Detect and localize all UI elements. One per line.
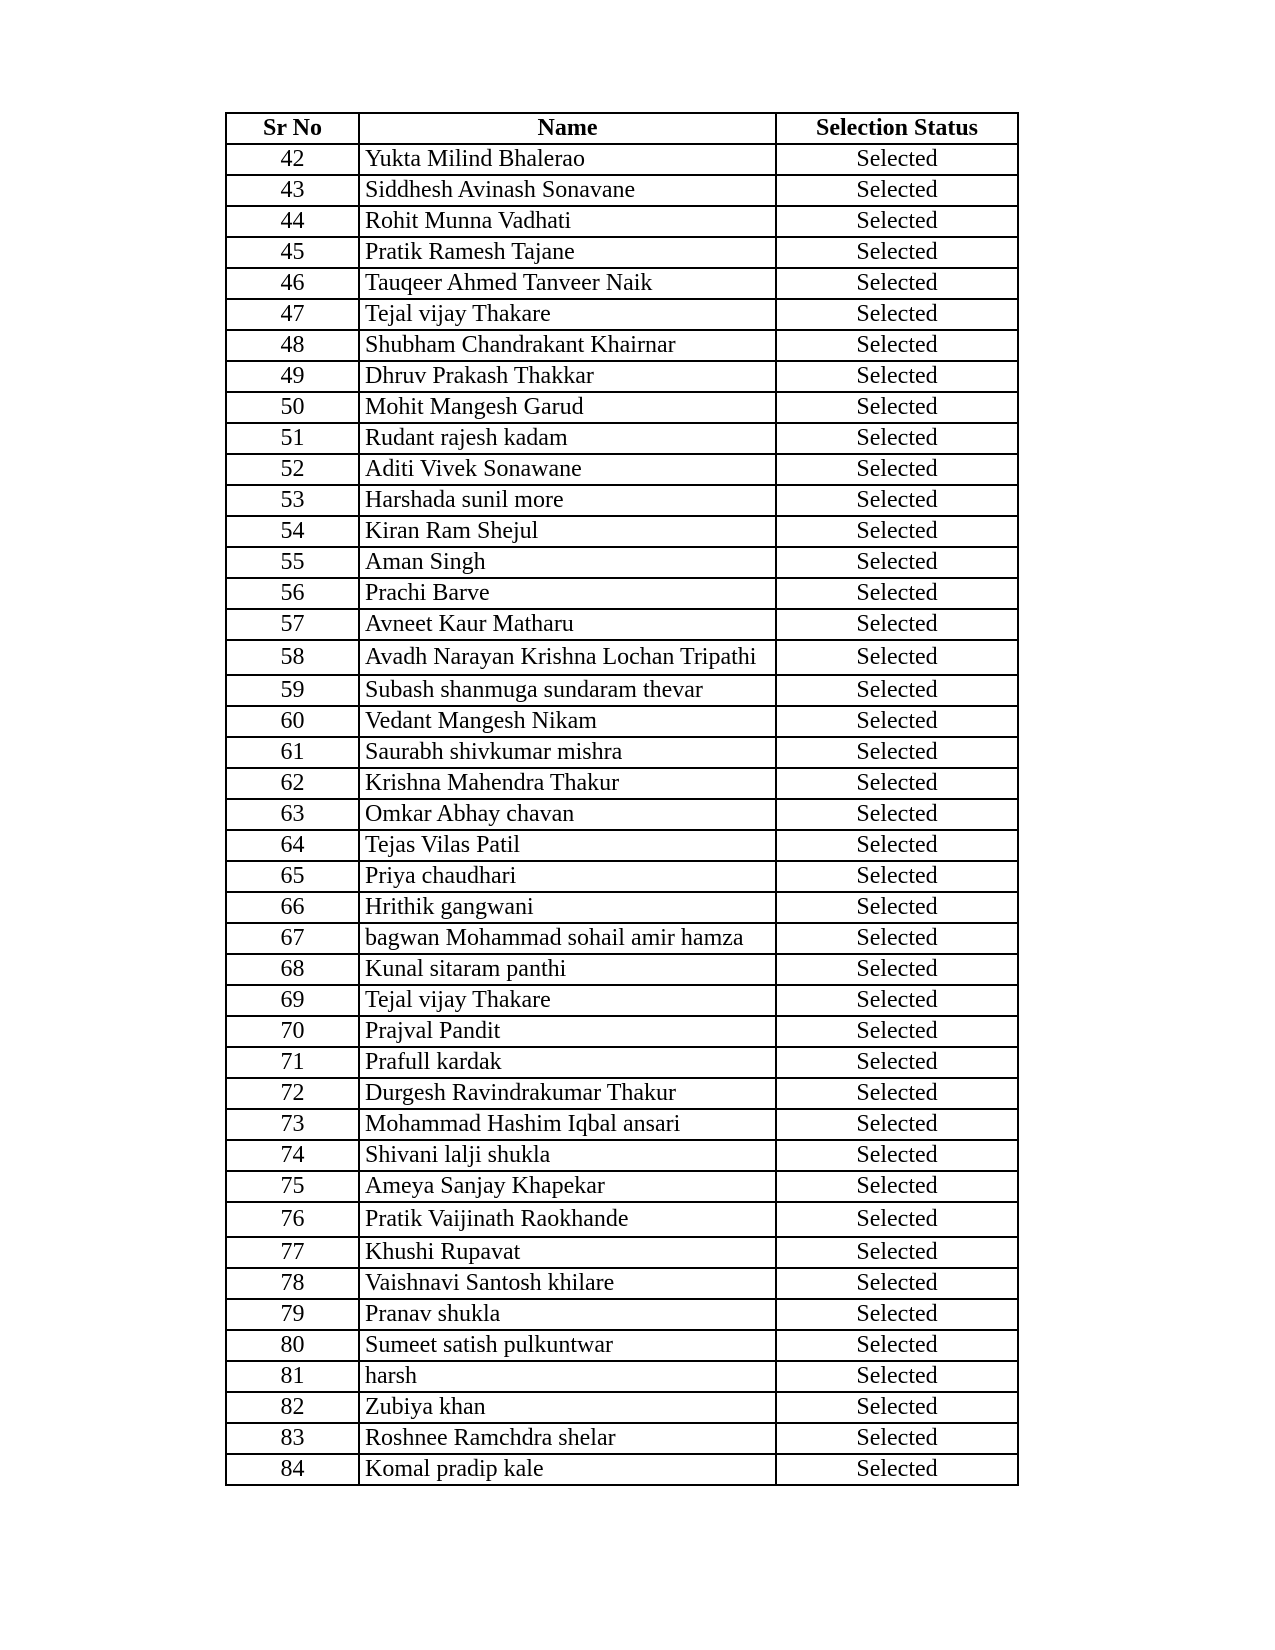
table-row (226, 1237, 1018, 1268)
row-name: Rudant rajesh kadam (359, 423, 776, 454)
table-row (226, 1330, 1018, 1361)
row-sr-no: 53 (226, 485, 359, 516)
row-name: Vaishnavi Santosh khilare (359, 1268, 776, 1299)
row-selection-status: Selected (776, 206, 1018, 237)
row-selection-status: Selected (776, 892, 1018, 923)
table-row (226, 1202, 1018, 1237)
row-sr-no: 71 (226, 1047, 359, 1078)
row-name: Prajval Pandit (359, 1016, 776, 1047)
row-selection-status: Selected (776, 237, 1018, 268)
table-row (226, 144, 1018, 175)
row-selection-status: Selected (776, 392, 1018, 423)
row-name: Dhruv Prakash Thakkar (359, 361, 776, 392)
row-sr-no: 44 (226, 206, 359, 237)
row-sr-no: 56 (226, 578, 359, 609)
table-row (226, 830, 1018, 861)
row-selection-status: Selected (776, 768, 1018, 799)
table-row (226, 392, 1018, 423)
header-row (226, 113, 1018, 144)
row-sr-no: 72 (226, 1078, 359, 1109)
row-sr-no: 60 (226, 706, 359, 737)
row-selection-status: Selected (776, 861, 1018, 892)
row-sr-no: 48 (226, 330, 359, 361)
row-selection-status: Selected (776, 361, 1018, 392)
row-selection-status: Selected (776, 423, 1018, 454)
row-name: Tejal vijay Thakare (359, 985, 776, 1016)
row-selection-status: Selected (776, 485, 1018, 516)
row-name: Mohammad Hashim Iqbal ansari (359, 1109, 776, 1140)
row-selection-status: Selected (776, 1171, 1018, 1202)
row-name: Komal pradip kale (359, 1454, 776, 1485)
row-selection-status: Selected (776, 609, 1018, 640)
table-row (226, 640, 1018, 675)
row-name: Hrithik gangwani (359, 892, 776, 923)
table-body (226, 144, 1018, 1485)
table-row (226, 1016, 1018, 1047)
row-selection-status: Selected (776, 1047, 1018, 1078)
table-row (226, 423, 1018, 454)
table-row (226, 1299, 1018, 1330)
row-sr-no: 49 (226, 361, 359, 392)
row-sr-no: 81 (226, 1361, 359, 1392)
row-sr-no: 68 (226, 954, 359, 985)
row-selection-status: Selected (776, 830, 1018, 861)
row-sr-no: 58 (226, 640, 359, 675)
table-row (226, 861, 1018, 892)
row-selection-status: Selected (776, 1361, 1018, 1392)
row-sr-no: 82 (226, 1392, 359, 1423)
row-sr-no: 42 (226, 144, 359, 175)
header-sr-no: Sr No (226, 113, 359, 144)
table-row (226, 1423, 1018, 1454)
table-row (226, 985, 1018, 1016)
row-selection-status: Selected (776, 706, 1018, 737)
table-row (226, 1392, 1018, 1423)
row-selection-status: Selected (776, 1454, 1018, 1485)
row-selection-status: Selected (776, 516, 1018, 547)
table-row (226, 578, 1018, 609)
row-name: Prachi Barve (359, 578, 776, 609)
table-row (226, 1109, 1018, 1140)
table-row (226, 1078, 1018, 1109)
row-name: Subash shanmuga sundaram thevar (359, 675, 776, 706)
row-name: Ameya Sanjay Khapekar (359, 1171, 776, 1202)
row-sr-no: 59 (226, 675, 359, 706)
row-sr-no: 78 (226, 1268, 359, 1299)
row-selection-status: Selected (776, 1330, 1018, 1361)
row-name: Shivani lalji shukla (359, 1140, 776, 1171)
row-name: Kiran Ram Shejul (359, 516, 776, 547)
row-sr-no: 84 (226, 1454, 359, 1485)
table-row (226, 892, 1018, 923)
table-row (226, 237, 1018, 268)
table-row (226, 1047, 1018, 1078)
row-sr-no: 47 (226, 299, 359, 330)
row-sr-no: 73 (226, 1109, 359, 1140)
row-selection-status: Selected (776, 1423, 1018, 1454)
table-row (226, 1171, 1018, 1202)
table-row (226, 299, 1018, 330)
row-sr-no: 74 (226, 1140, 359, 1171)
row-selection-status: Selected (776, 640, 1018, 675)
table-row (226, 675, 1018, 706)
row-name: Pranav shukla (359, 1299, 776, 1330)
row-selection-status: Selected (776, 144, 1018, 175)
table-row (226, 268, 1018, 299)
row-selection-status: Selected (776, 1109, 1018, 1140)
row-selection-status: Selected (776, 1392, 1018, 1423)
table-row (226, 547, 1018, 578)
selection-table (225, 112, 1019, 1486)
row-name: Shubham Chandrakant Khairnar (359, 330, 776, 361)
row-selection-status: Selected (776, 578, 1018, 609)
row-name: Pratik Vaijinath Raokhande (359, 1202, 776, 1237)
row-sr-no: 80 (226, 1330, 359, 1361)
row-selection-status: Selected (776, 799, 1018, 830)
row-sr-no: 79 (226, 1299, 359, 1330)
row-sr-no: 55 (226, 547, 359, 578)
table-row (226, 768, 1018, 799)
row-sr-no: 54 (226, 516, 359, 547)
row-selection-status: Selected (776, 737, 1018, 768)
table-row (226, 737, 1018, 768)
row-selection-status: Selected (776, 1268, 1018, 1299)
row-name: Harshada sunil more (359, 485, 776, 516)
table-row (226, 1140, 1018, 1171)
row-name: Tejal vijay Thakare (359, 299, 776, 330)
table-row (226, 330, 1018, 361)
table-row (226, 175, 1018, 206)
row-name: Saurabh shivkumar mishra (359, 737, 776, 768)
row-selection-status: Selected (776, 330, 1018, 361)
header-name: Name (359, 113, 776, 144)
row-selection-status: Selected (776, 1140, 1018, 1171)
row-sr-no: 77 (226, 1237, 359, 1268)
row-sr-no: 63 (226, 799, 359, 830)
row-sr-no: 75 (226, 1171, 359, 1202)
row-sr-no: 57 (226, 609, 359, 640)
row-name: Sumeet satish pulkuntwar (359, 1330, 776, 1361)
table-row (226, 206, 1018, 237)
row-sr-no: 50 (226, 392, 359, 423)
row-sr-no: 83 (226, 1423, 359, 1454)
table-row (226, 516, 1018, 547)
row-name: Pratik Ramesh Tajane (359, 237, 776, 268)
table-row (226, 609, 1018, 640)
row-sr-no: 70 (226, 1016, 359, 1047)
row-selection-status: Selected (776, 175, 1018, 206)
row-sr-no: 45 (226, 237, 359, 268)
row-name: Avadh Narayan Krishna Lochan Tripathi (359, 640, 776, 675)
row-name: Siddhesh Avinash Sonavane (359, 175, 776, 206)
row-sr-no: 43 (226, 175, 359, 206)
row-sr-no: 51 (226, 423, 359, 454)
row-selection-status: Selected (776, 547, 1018, 578)
row-selection-status: Selected (776, 454, 1018, 485)
row-selection-status: Selected (776, 1078, 1018, 1109)
row-sr-no: 67 (226, 923, 359, 954)
row-sr-no: 65 (226, 861, 359, 892)
table-row (226, 1268, 1018, 1299)
row-name: Rohit Munna Vadhati (359, 206, 776, 237)
row-name: Prafull kardak (359, 1047, 776, 1078)
row-name: Aditi Vivek Sonawane (359, 454, 776, 485)
row-sr-no: 61 (226, 737, 359, 768)
table-row (226, 454, 1018, 485)
row-name: Durgesh Ravindrakumar Thakur (359, 1078, 776, 1109)
row-selection-status: Selected (776, 299, 1018, 330)
row-name: Zubiya khan (359, 1392, 776, 1423)
row-sr-no: 52 (226, 454, 359, 485)
row-sr-no: 69 (226, 985, 359, 1016)
header-selection-status: Selection Status (776, 113, 1018, 144)
row-name: Yukta Milind Bhalerao (359, 144, 776, 175)
row-sr-no: 66 (226, 892, 359, 923)
row-selection-status: Selected (776, 1299, 1018, 1330)
table-row (226, 1361, 1018, 1392)
row-sr-no: 62 (226, 768, 359, 799)
row-name: Priya chaudhari (359, 861, 776, 892)
row-name: Khushi Rupavat (359, 1237, 776, 1268)
row-name: Roshnee Ramchdra shelar (359, 1423, 776, 1454)
row-name: Tejas Vilas Patil (359, 830, 776, 861)
row-name: harsh (359, 1361, 776, 1392)
row-selection-status: Selected (776, 985, 1018, 1016)
row-name: Vedant Mangesh Nikam (359, 706, 776, 737)
row-selection-status: Selected (776, 675, 1018, 706)
row-selection-status: Selected (776, 1237, 1018, 1268)
table-row (226, 923, 1018, 954)
row-selection-status: Selected (776, 1016, 1018, 1047)
row-name: Kunal sitaram panthi (359, 954, 776, 985)
row-name: Omkar Abhay chavan (359, 799, 776, 830)
table-row (226, 954, 1018, 985)
row-name: Mohit Mangesh Garud (359, 392, 776, 423)
row-sr-no: 46 (226, 268, 359, 299)
table-row (226, 799, 1018, 830)
row-name: Avneet Kaur Matharu (359, 609, 776, 640)
table-row (226, 1454, 1018, 1485)
table-row (226, 361, 1018, 392)
table-row (226, 485, 1018, 516)
row-name: bagwan Mohammad sohail amir hamza (359, 923, 776, 954)
table-row (226, 706, 1018, 737)
row-sr-no: 64 (226, 830, 359, 861)
row-selection-status: Selected (776, 1202, 1018, 1237)
row-name: Aman Singh (359, 547, 776, 578)
row-name: Tauqeer Ahmed Tanveer Naik (359, 268, 776, 299)
row-name: Krishna Mahendra Thakur (359, 768, 776, 799)
row-sr-no: 76 (226, 1202, 359, 1237)
row-selection-status: Selected (776, 923, 1018, 954)
row-selection-status: Selected (776, 268, 1018, 299)
row-selection-status: Selected (776, 954, 1018, 985)
